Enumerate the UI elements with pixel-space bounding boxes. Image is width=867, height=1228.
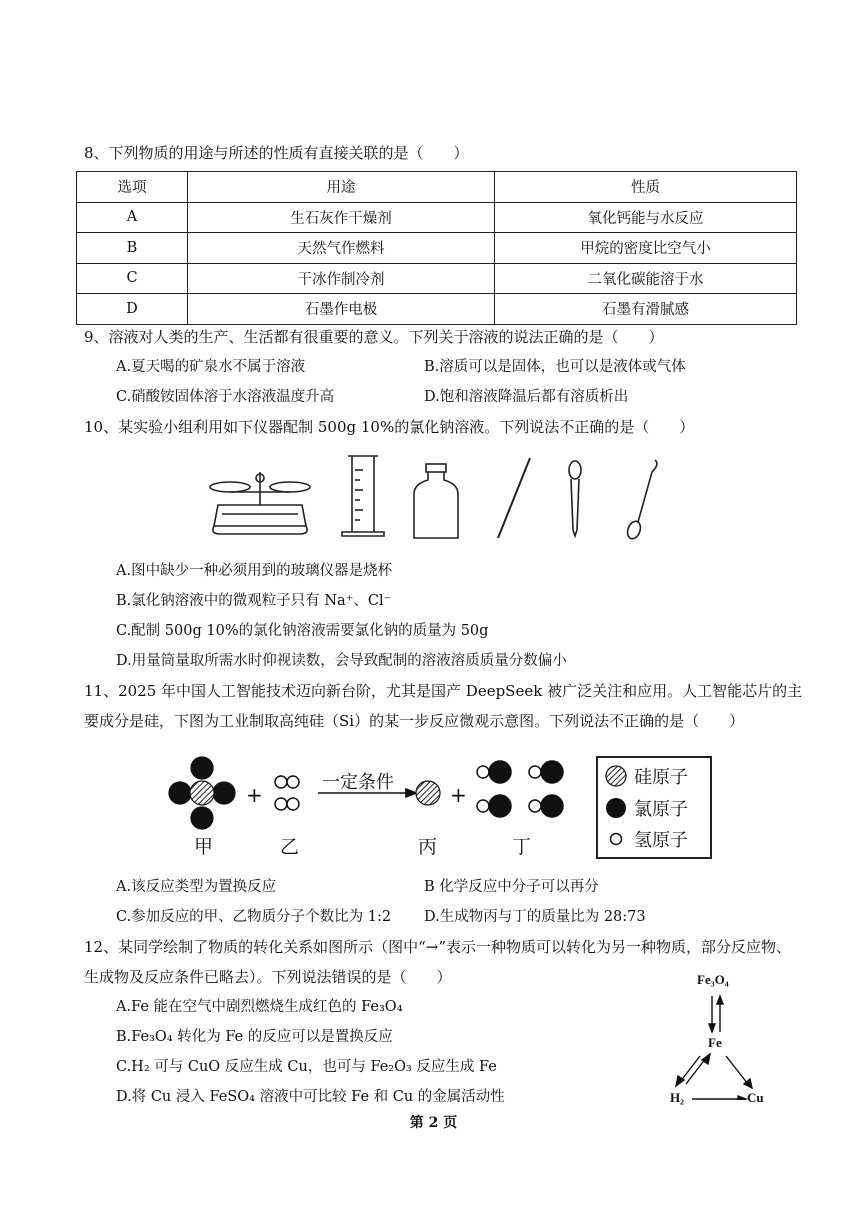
table-cell: A: [77, 202, 188, 233]
table-row: [77, 263, 797, 294]
table-header-cell: 性质: [495, 172, 797, 203]
molecule-yi-h2: [275, 776, 299, 810]
table-cell: 石墨有滑腻感: [495, 294, 797, 325]
spatula-spoon-icon: [625, 460, 657, 541]
q12-option-d[interactable]: D.将 Cu 浸入 FeSO₄ 溶液中可比较 Fe 和 Cu 的金属活动性: [116, 1089, 505, 1105]
plus-sign: +: [450, 783, 467, 807]
q10-option-c[interactable]: C.配制 500g 10%的氯化钠溶液需要氯化钠的质量为 50g: [116, 623, 489, 639]
diagram-fe3o4-label: Fe₃O₄: [697, 972, 729, 987]
q10-stem: 10、某实验小组利用如下仪器配制 500g 10%的氯化钠溶液。下列说法不正确的是（ ）: [84, 418, 695, 436]
silicon-atom-icon: [606, 766, 626, 786]
label-ding: 丁: [512, 836, 532, 858]
q10-option-d[interactable]: D.用量筒量取所需水时仰视读数，会导致配制的溶液溶质质量分数偏小: [116, 653, 567, 669]
legend-cl-label: 氯原子: [634, 799, 688, 820]
table-cell: B: [77, 233, 188, 264]
q9-option-a[interactable]: A.夏天喝的矿泉水不属于溶液: [116, 359, 306, 375]
balance-icon: [210, 472, 310, 534]
lab-instruments-figure: [200, 450, 680, 550]
q8-stem: 8、下列物质的用途与所述的性质有直接关联的是（ ）: [84, 144, 469, 162]
q10-option-b[interactable]: B.氯化钠溶液中的微观粒子只有 Na⁺、Cl⁻: [116, 593, 392, 609]
diagram-h2-label: H₂: [670, 1090, 685, 1105]
q11-option-b[interactable]: B 化学反应中分子可以再分: [424, 879, 599, 895]
q12-option-c[interactable]: C.H₂ 可与 CuO 反应生成 Cu，也可与 Fe₂O₃ 反应生成 Fe: [116, 1059, 497, 1075]
table-row: [77, 233, 797, 264]
table-row: [77, 294, 797, 325]
q11-stem-line1: 11、2025 年中国人工智能技术迈向新台阶，尤其是国产 DeepSeek 被广泛关注和应用。人工智能芯片的主: [84, 682, 803, 700]
q12-stem-line2: 生成物及反应条件已略去）。下列说法错误的是（ ）: [84, 968, 452, 986]
table-cell: 氧化钙能与水反应: [495, 202, 797, 233]
legend-si-label: 硅原子: [634, 767, 688, 788]
legend-h-label: 氢原子: [634, 830, 688, 851]
molecule-jia-sicl4: [169, 757, 235, 829]
table-cell: 石墨作电极: [188, 294, 495, 325]
q12-stem-line1: 12、某同学绘制了物质的转化关系如图所示（图中“→”表示一种物质可以转化为另一种物质，部分反应物、: [84, 938, 791, 956]
label-bing: 丙: [418, 836, 438, 858]
table-cell: 天然气作燃料: [188, 233, 495, 264]
table-header-cell: 用途: [188, 172, 495, 203]
table-cell: 干冰作制冷剂: [188, 263, 495, 294]
table-cell: D: [77, 294, 188, 325]
q11-option-c[interactable]: C.参加反应的甲、乙物质分子个数比为 1:2: [116, 909, 392, 925]
atom-legend: [596, 756, 712, 859]
table-cell: C: [77, 263, 188, 294]
q9-option-b[interactable]: B.溶质可以是固体，也可以是液体或气体: [424, 359, 686, 375]
q9-option-c[interactable]: C.硝酸铵固体溶于水溶液温度升高: [116, 389, 335, 405]
reaction-condition-label: 一定条件: [322, 772, 394, 793]
glass-rod-icon: [498, 458, 530, 538]
q11-option-d[interactable]: D.生成物丙与丁的质量比为 28:73: [424, 909, 646, 925]
table-cell: 生石灰作干燥剂: [188, 202, 495, 233]
chlorine-atom-icon: [606, 798, 626, 818]
q9-option-d[interactable]: D.饱和溶液降温后都有溶质析出: [424, 389, 629, 405]
dropper-icon: [569, 461, 581, 536]
label-yi: 乙: [280, 836, 300, 858]
q12-option-b[interactable]: B.Fe₃O₄ 转化为 Fe 的反应可以是置换反应: [116, 1029, 393, 1045]
graduated-cylinder-icon: [342, 456, 384, 536]
q10-option-a[interactable]: A.图中缺少一种必须用到的玻璃仪器是烧杯: [116, 563, 393, 579]
q11-option-a[interactable]: A.该反应类型为置换反应: [116, 879, 277, 895]
diagram-cu-label: Cu: [747, 1090, 764, 1105]
label-jia: 甲: [194, 836, 214, 858]
plus-sign: +: [246, 783, 263, 807]
q12-option-a[interactable]: A.Fe 能在空气中剧烈燃烧生成红色的 Fe₃O₄: [116, 999, 403, 1015]
q9-stem: 9、溶液对人类的生产、生活都有很重要的意义。下列关于溶液的说法正确的是（ ）: [84, 328, 664, 346]
table-header-cell: 选项: [77, 172, 188, 203]
reagent-bottle-icon: [414, 464, 458, 538]
table-cell: 二氧化碳能溶于水: [495, 263, 797, 294]
molecule-bing-si: [416, 781, 440, 805]
hydrogen-atom-icon: [611, 834, 622, 845]
table-header-row: [77, 172, 797, 203]
page-number: 第 2 页: [409, 1115, 458, 1131]
molecule-ding-hcl: [477, 761, 563, 817]
q8-table: [76, 171, 797, 325]
diagram-fe-label: Fe: [708, 1035, 722, 1050]
table-cell: 甲烷的密度比空气小: [495, 233, 797, 264]
table-row: [77, 202, 797, 233]
q11-stem-line2: 要成分是硅，下图为工业制取高纯硅（Si）的某一步反应微观示意图。下列说法不正确的是（ ）: [84, 712, 745, 730]
